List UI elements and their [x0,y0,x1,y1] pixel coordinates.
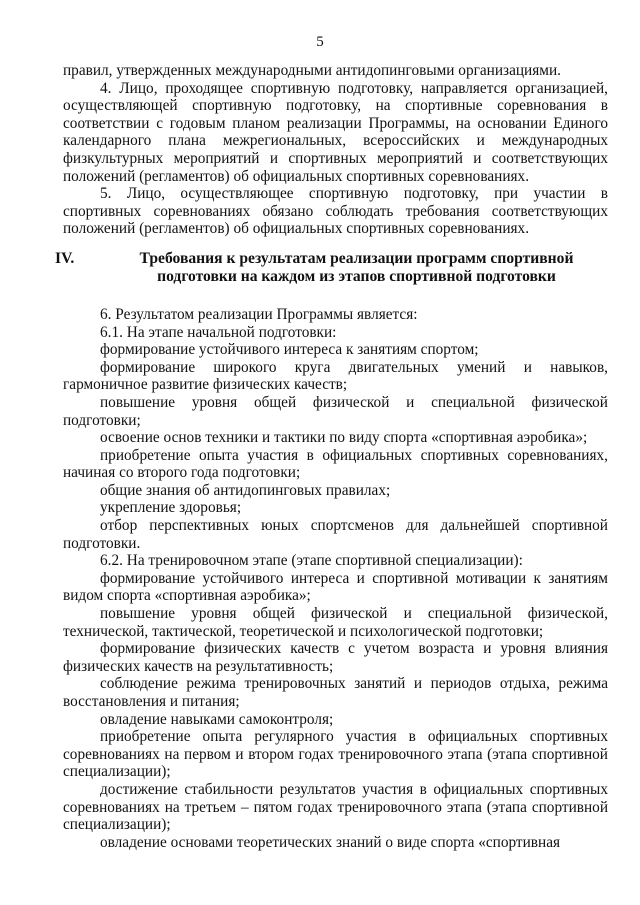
section-number: IV. [55,249,75,267]
list-item: овладение навыками самоконтроля; [100,710,334,728]
list-item: формирование физических качеств с учетом возраста и уровня влияния физических качеств на результативность; [63,640,608,675]
section-heading [55,249,608,286]
list-item: отбор перспективных юных спортсменов для дальнейшей спортивной подготовки. [63,517,608,552]
subsection-6-2: 6.2. На тренировочном этапе (этапе спортивной специализации): [100,552,523,570]
section-title: Требования к результатам реализации программ спортивной подготовки на каждом из этапов спортивной подготовки [139,249,574,285]
list-item: формирование устойчивого интереса к занятиям спортом; [100,341,479,359]
list-item: соблюдение режима тренировочных занятий и периодов отдыха, режима восстановления и питания; [63,675,608,710]
subsection-6-1: 6.1. На этапе начальной подготовки: [100,323,337,341]
list-item: повышение уровня общей физической и специальной физической подготовки; [63,393,608,429]
list-item: приобретение опыта регулярного участия в официальных спортивных соревнованиях на первом и втором годах тренировочного этапа (этапа спортивной специализации); [63,728,608,781]
paragraph-continuation: правил, утвержденных международными антидопинговыми организациями. [63,62,561,79]
list-item: приобретение опыта участия в официальных спортивных соревнованиях, начиная со второго года подготовки; [63,446,608,482]
paragraph-item-5: 5. Лицо, осуществляющее спортивную подготовку, при участии в спортивных соревнованиях обязано соблюдать требования соответствующих положений (регламентов) об официальных спортивных соревнованиях. [63,185,608,238]
list-item-truncated: овладение основами теоретических знаний о виде спорта «спортивная [100,833,561,851]
list-item: формирование широкого круга двигательных умений и навыков, гармоничное развитие физических качеств; [63,358,608,394]
document-body [55,62,608,851]
list-item: укрепление здоровья; [100,499,242,517]
list-item: общие знания об антидопинговых правилах; [100,481,391,499]
list-item: формирование устойчивого интереса и спортивной мотивации к занятиям видом спорта «спортивная аэробика»; [63,569,608,605]
list-item: повышение уровня общей физической и специальной физической, технической, тактической, теоретической и психологической подготовки; [63,605,608,640]
list-item: достижение стабильности результатов участия в официальных спортивных соревнованиях на третьем – пятом годах тренировочного этапа (этапа спортивной специализации); [63,780,608,834]
list-item: освоение основ техники и тактики по виду спорта «спортивная аэробика»; [100,429,588,447]
page-number: 5 [316,34,324,50]
paragraph-item-4: 4. Лицо, проходящее спортивную подготовку, направляется организацией, осуществляющей спортивную подготовку, на спортивные соревнования в соответствии с годовым планом реализации Программы, на основании Единого календарного плана межрегиональных, всероссийских и международных физкультурных мероприятий и спортивных мероприятий и соответствующих положений (регламентов) об официальных спортивных соревнованиях. [63,79,608,185]
paragraph-item-6: 6. Результатом реализации Программы является: [100,305,418,323]
